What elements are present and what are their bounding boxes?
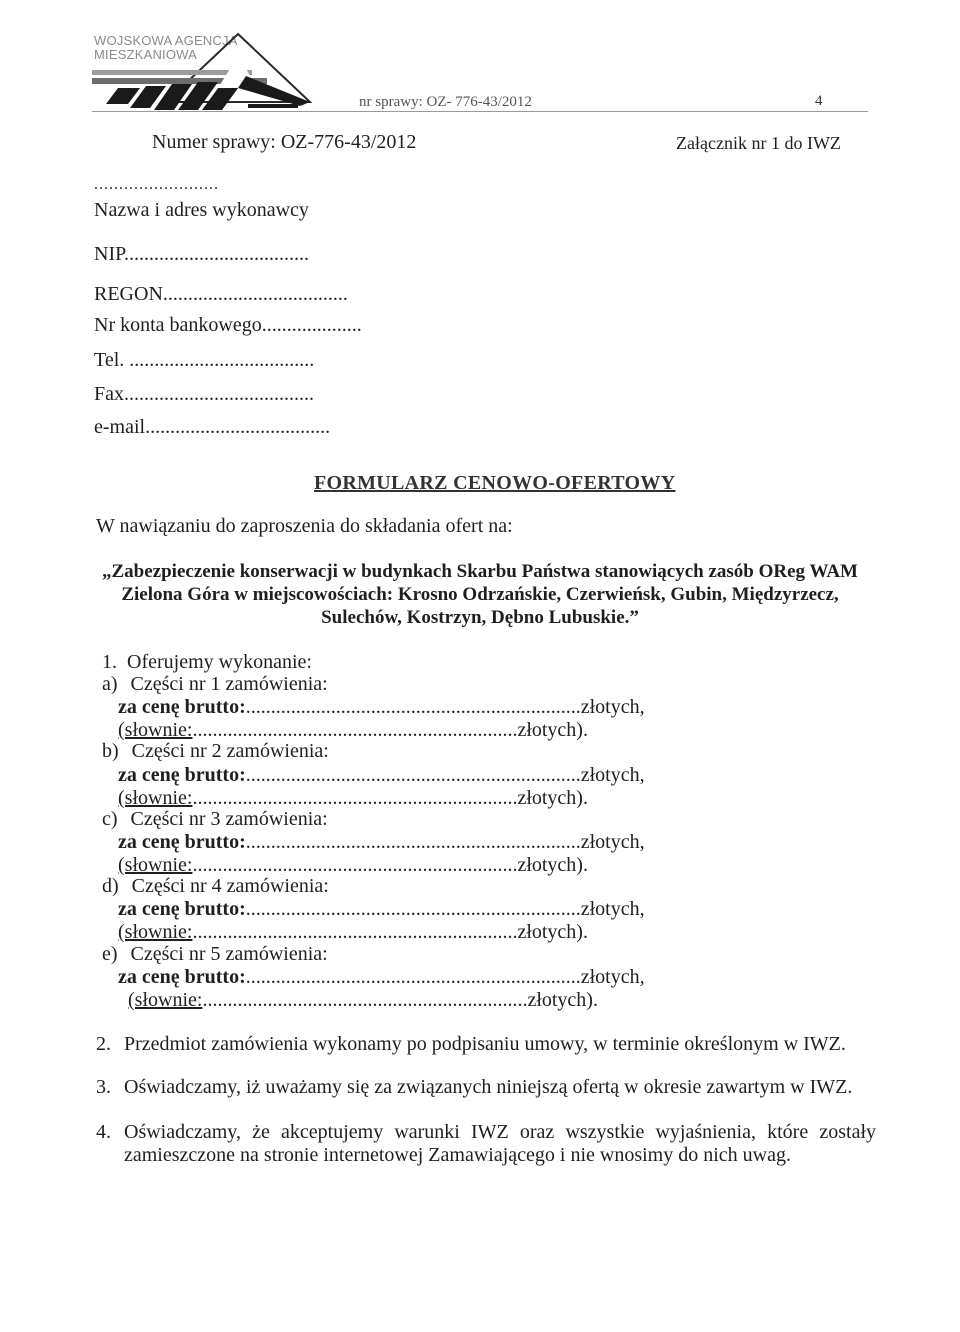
regon-dots: ..................................... [162, 283, 348, 305]
nip-label: NIP [94, 243, 125, 265]
words-suffix: złotych). [517, 854, 588, 876]
attachment-label: Załącznik nr 1 do IWZ [676, 133, 841, 153]
org-name-line2: MIESZKANIOWA [94, 47, 198, 62]
regon-label: REGON [94, 283, 163, 305]
tel-dots: ..................................... [124, 349, 315, 371]
bank-account-dots: .................... [261, 314, 362, 336]
price-suffix: złotych, [580, 898, 645, 920]
nip-dots: ..................................... [124, 243, 310, 265]
part-a-words [118, 719, 588, 742]
header-case-reference: nr sprawy: OZ- 776-43/2012 [359, 94, 532, 110]
intro-text: W nawiązaniu do zaproszenia do składania ofert na: [96, 515, 513, 537]
words-dots: ................................................................. [192, 921, 518, 943]
part-b-words [118, 787, 588, 810]
nip-field [94, 243, 309, 266]
words-dots: ................................................................. [202, 989, 528, 1011]
fax-field [94, 383, 314, 406]
email-label: e-mail [94, 416, 146, 438]
part-a-title: Części nr 1 zamówienia: [130, 673, 328, 695]
words-label: (słownie: [118, 787, 193, 809]
words-suffix: złotych). [527, 989, 598, 1011]
regon-field [94, 283, 348, 306]
words-dots: ................................................................. [192, 719, 518, 741]
part-c-words [118, 854, 588, 877]
item-3-text: Oświadczamy, iż uważamy się za związanych niniejszą ofertą w okresie zawartym w IWZ. [124, 1076, 853, 1098]
part-a [102, 673, 328, 696]
part-d-price [118, 898, 645, 921]
price-label: za cenę brutto: [118, 966, 246, 988]
part-d-title: Części nr 4 zamówienia: [131, 875, 329, 897]
contractor-label: Nazwa i adres wykonawcy [94, 199, 309, 221]
part-d [102, 875, 329, 898]
price-suffix: złotych, [580, 966, 645, 988]
words-label: (słownie: [118, 719, 193, 741]
part-b-price [118, 764, 645, 787]
words-dots: ................................................................. [192, 854, 518, 876]
tender-subject: „Zabezpieczenie konserwacji w budynkach Skarbu Państwa stanowiących zasób OReg WAM Zielona Góra w miejscowościach: Krosno Odrzańskie, Czerwieńsk, Gubin, Międzyrzecz, Sulechów, Kostrzyn, Dębno Lubuskie.” [102, 561, 858, 628]
part-c [102, 808, 328, 831]
item-2-text: Przedmiot zamówienia wykonamy po podpisaniu umowy, w terminie określonym w IWZ. [124, 1033, 846, 1055]
org-name-line1: WOJSKOWA AGENCJA [94, 33, 238, 48]
price-suffix: złotych, [580, 696, 645, 718]
part-a-letter: a) [102, 673, 118, 695]
page-number: 4 [815, 93, 823, 109]
words-suffix: złotych). [517, 921, 588, 943]
price-suffix: złotych, [580, 831, 645, 853]
part-e-words [128, 989, 598, 1012]
agency-logo [88, 32, 318, 114]
part-c-price [118, 831, 645, 854]
fax-dots: ...................................... [124, 383, 314, 405]
price-label: za cenę brutto: [118, 898, 246, 920]
price-suffix: złotych, [580, 764, 645, 786]
bank-account-label: Nr konta bankowego [94, 314, 262, 336]
part-b-title: Części nr 2 zamówienia: [131, 740, 329, 762]
form-title: FORMULARZ CENOWO-OFERTOWY [314, 472, 676, 494]
contractor-dots: ......................... [94, 176, 219, 193]
price-dots: ................................................................... [245, 764, 581, 786]
price-label: za cenę brutto: [118, 831, 246, 853]
part-c-title: Części nr 3 zamówienia: [130, 808, 328, 830]
words-label: (słownie: [128, 989, 203, 1011]
price-dots: ................................................................... [245, 898, 581, 920]
item-4-number: 4. [96, 1121, 111, 1143]
tel-label: Tel. [94, 349, 125, 371]
bank-account-field [94, 314, 362, 337]
email-field [94, 416, 330, 439]
words-suffix: złotych). [517, 719, 588, 741]
case-number: Numer sprawy: OZ-776-43/2012 [152, 131, 417, 153]
part-c-letter: c) [102, 808, 118, 830]
offer-header: 1. Oferujemy wykonanie: [102, 651, 312, 673]
price-label: za cenę brutto: [118, 764, 246, 786]
part-b [102, 740, 329, 763]
part-b-letter: b) [102, 740, 119, 762]
part-e [102, 943, 328, 966]
item-2-number: 2. [96, 1033, 111, 1055]
words-label: (słownie: [118, 854, 193, 876]
price-dots: ................................................................... [245, 966, 581, 988]
part-d-letter: d) [102, 875, 119, 897]
tel-field [94, 349, 314, 372]
header-divider [92, 111, 868, 112]
item-3-number: 3. [96, 1076, 111, 1098]
price-dots: ................................................................... [245, 831, 581, 853]
words-suffix: złotych). [517, 787, 588, 809]
words-dots: ................................................................. [192, 787, 518, 809]
part-a-price [118, 696, 645, 719]
part-d-words [118, 921, 588, 944]
words-label: (słownie: [118, 921, 193, 943]
price-dots: ................................................................... [245, 696, 581, 718]
part-e-price [118, 966, 645, 989]
part-e-title: Części nr 5 zamówienia: [130, 943, 328, 965]
price-label: za cenę brutto: [118, 696, 246, 718]
email-dots: ..................................... [145, 416, 331, 438]
fax-label: Fax [94, 383, 124, 405]
item-4-text: Oświadczamy, że akceptujemy warunki IWZ oraz wszystkie wyjaśnienia, które zostały zamieszczone na stronie internetowej Zamawiającego i nie wnosimy do nich uwag. [124, 1121, 876, 1166]
part-e-letter: e) [102, 943, 118, 965]
